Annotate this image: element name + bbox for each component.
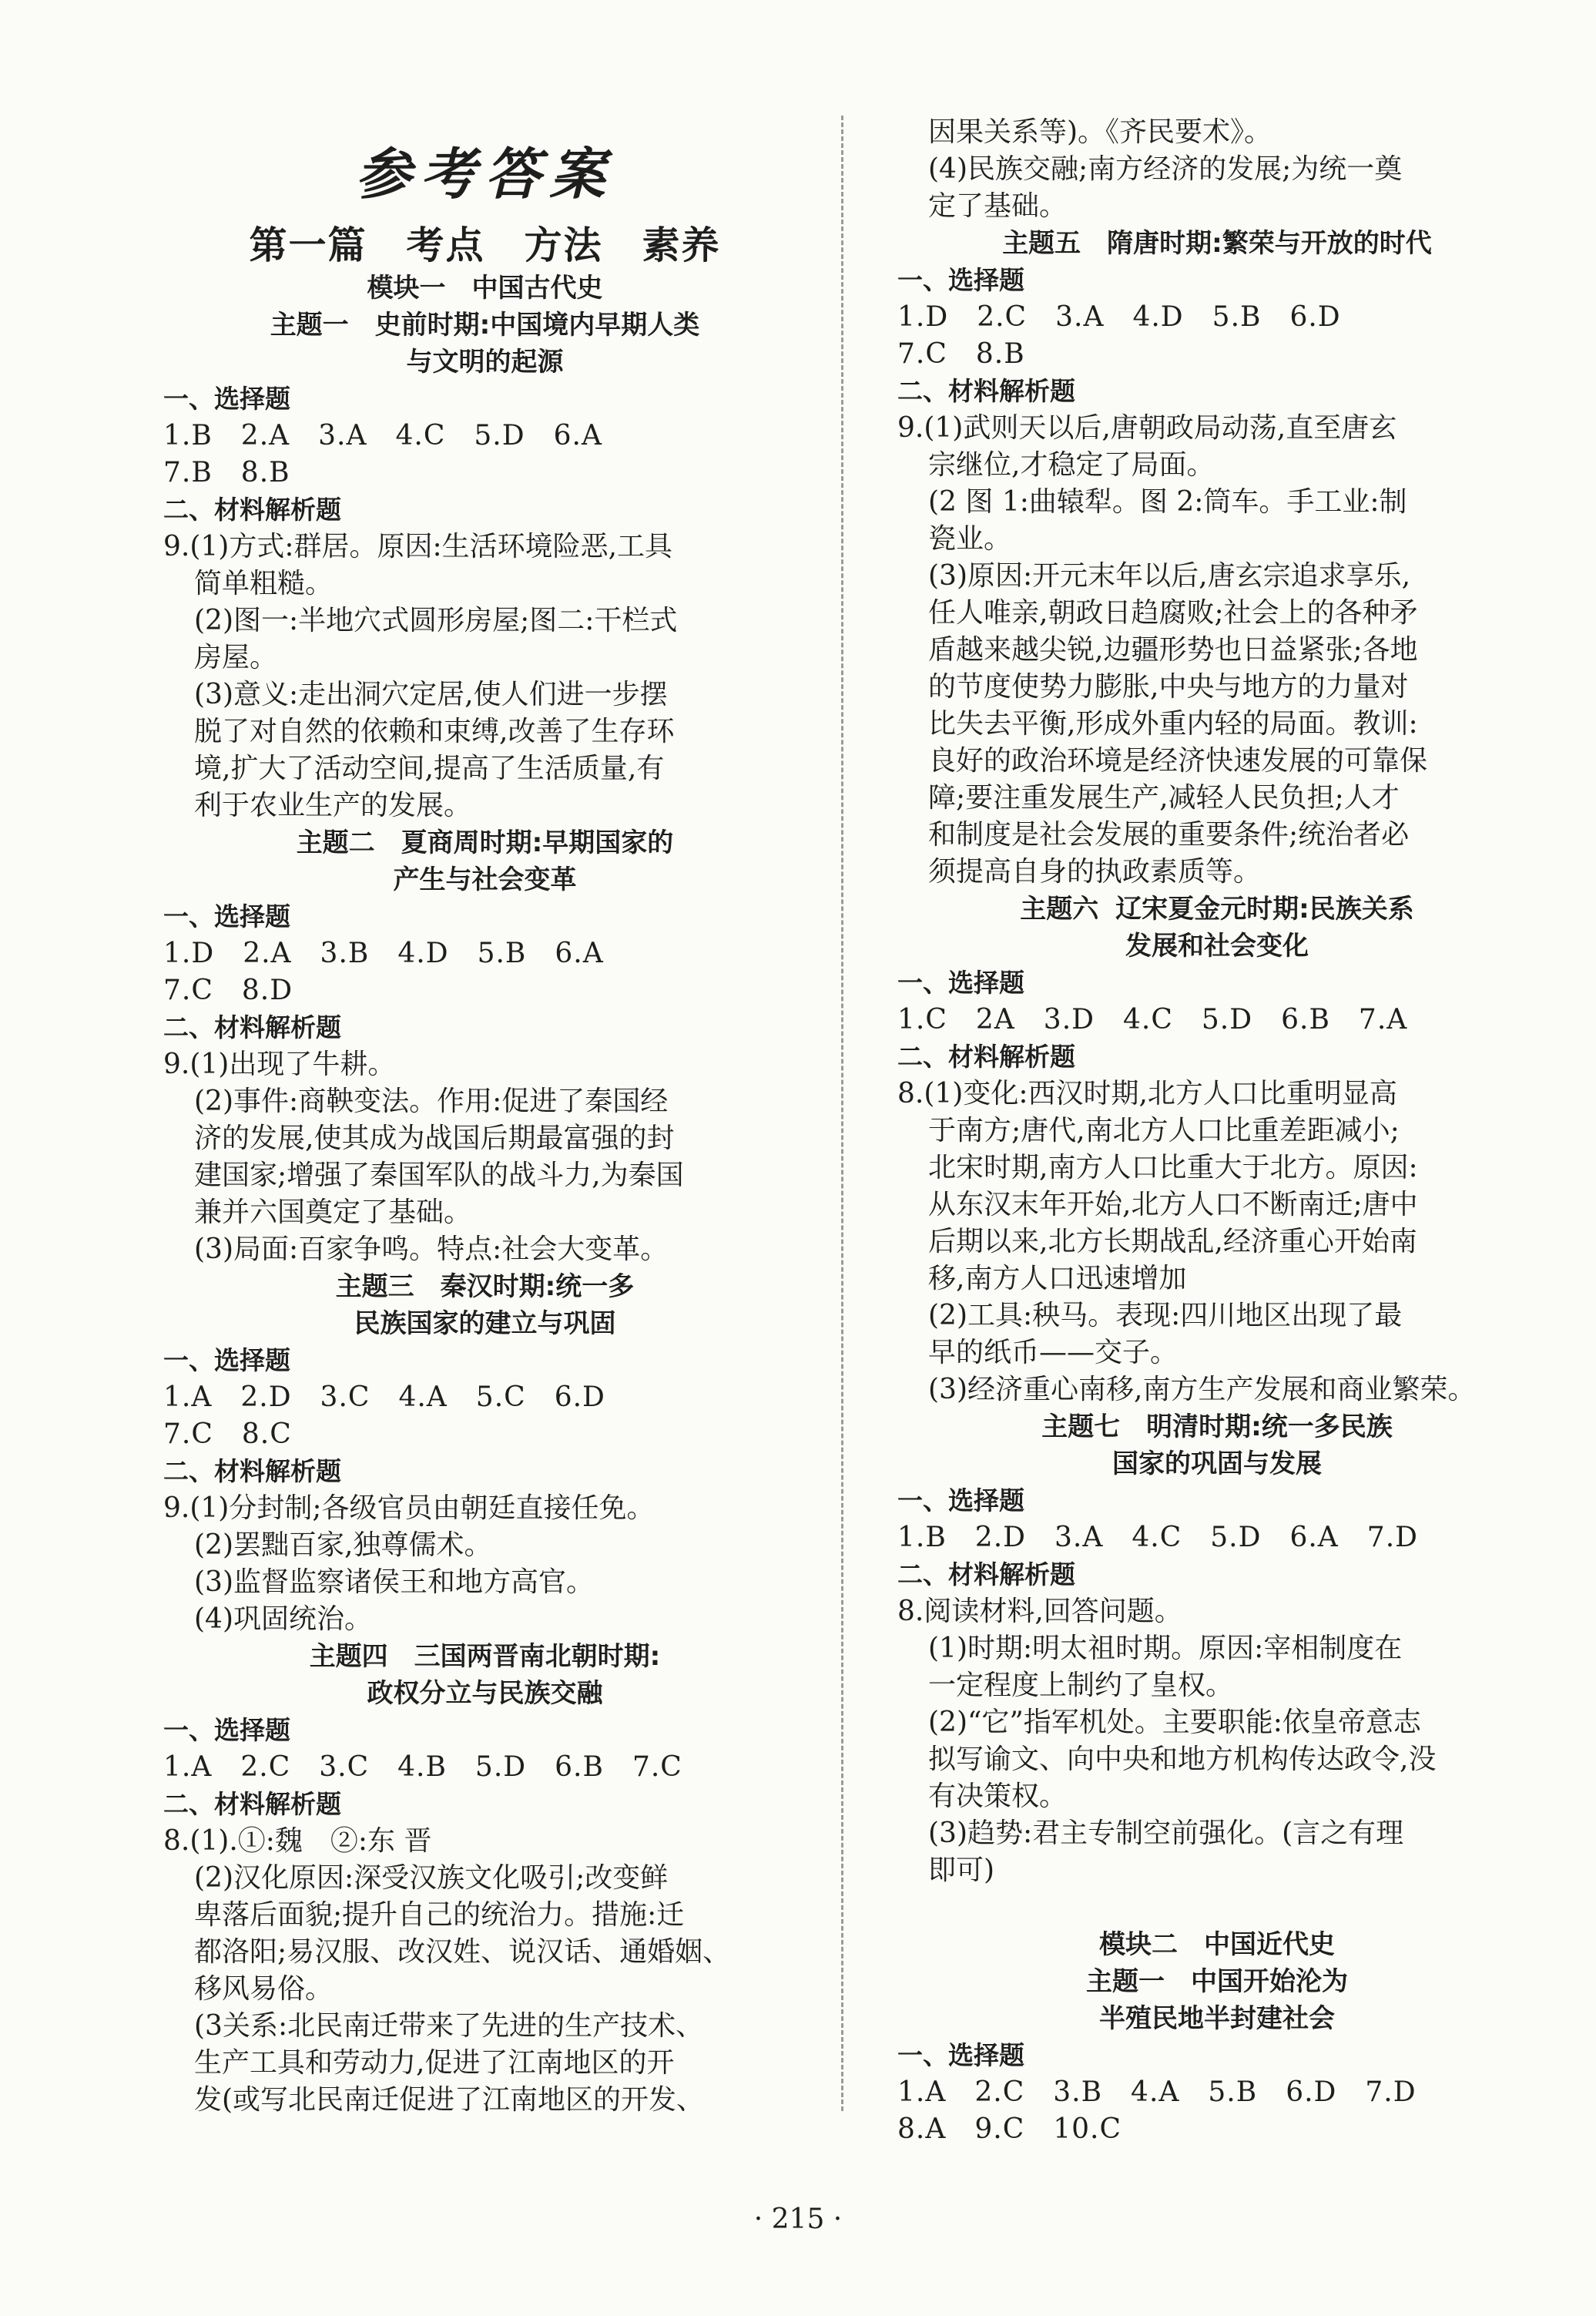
text-line: 于南方;唐代,南北方人口比重差距减小; bbox=[928, 1115, 1400, 1146]
text-line: 建国家;增强了秦国军队的战斗力,为秦国 bbox=[194, 1160, 684, 1191]
answer-key-line: 7.C 8.C bbox=[163, 1418, 292, 1450]
section-heading: 模块二 中国近代史 bbox=[1099, 1929, 1335, 1960]
text-line: (2)罢黜百家,独尊儒术。 bbox=[194, 1529, 492, 1561]
text-line: (2)“它”指军机处。主要职能:依皇帝意志 bbox=[928, 1707, 1421, 1738]
section-heading: 主题五 隋唐时期:繁荣与开放的时代 bbox=[1002, 228, 1432, 259]
text-line: 济的发展,使其成为战国后期最富强的封 bbox=[194, 1123, 675, 1154]
answer-key-line: 1.A 2.C 3.B 4.A 5.B 6.D 7.D bbox=[897, 2076, 1417, 2108]
text-line: (1)时期:明太祖时期。原因:宰相制度在 bbox=[928, 1633, 1403, 1664]
text-line: (3)监督监察诸侯王和地方高官。 bbox=[194, 1566, 594, 1598]
text-line: 从东汉末年开始,北方人口不断南迁;唐中 bbox=[928, 1189, 1418, 1220]
text-line: 定了基础。 bbox=[928, 190, 1068, 222]
answer-key-line: 7.C 8.B bbox=[897, 338, 1025, 370]
section-heading: 政权分立与民族交融 bbox=[367, 1678, 603, 1709]
text-line: (3)原因:开元末年以后,唐玄宗追求享乐, bbox=[928, 560, 1411, 592]
text-line: (3)经济重心南移,南方生产发展和商业繁荣。 bbox=[928, 1374, 1476, 1405]
answer-key-line: 1.A 2.D 3.C 4.A 5.C 6.D bbox=[163, 1381, 605, 1413]
section-heading: 产生与社会变革 bbox=[393, 864, 577, 895]
text-line: 须提高自身的执政素质等。 bbox=[928, 856, 1262, 888]
answer-key-line: 1.D 2.A 3.B 4.D 5.B 6.A bbox=[163, 938, 604, 969]
text-line: 即可) bbox=[928, 1854, 995, 1886]
part-title: 第一篇 考点 方法 素养 bbox=[249, 223, 721, 267]
question-type-heading: 二、材料解析题 bbox=[163, 1456, 341, 1486]
question-type-heading: 一、选择题 bbox=[163, 1715, 290, 1745]
text-line: 拟写谕文、向中央和地方机构传达政令,没 bbox=[928, 1744, 1437, 1775]
section-heading: 主题七 明清时期:统一多民族 bbox=[1041, 1411, 1393, 1442]
text-line: (3)趋势:君主专制空前强化。(言之有理 bbox=[928, 1818, 1404, 1849]
section-heading: 民族国家的建立与巩固 bbox=[354, 1308, 616, 1339]
text-line: 有决策权。 bbox=[928, 1781, 1068, 1812]
question-type-heading: 一、选择题 bbox=[163, 1345, 290, 1375]
question-type-heading: 二、材料解析题 bbox=[163, 1789, 341, 1819]
text-line: (4)民族交融;南方经济的发展;为统一奠 bbox=[928, 153, 1403, 185]
text-line: (2)工具:秧马。表现:四川地区出现了最 bbox=[928, 1300, 1403, 1331]
text-line: 移风易俗。 bbox=[194, 1973, 334, 2005]
question-type-heading: 一、选择题 bbox=[163, 901, 290, 931]
text-line: 兼并六国奠定了基础。 bbox=[194, 1197, 472, 1228]
text-line: (2)汉化原因:深受汉族文化吸引;改变鲜 bbox=[194, 1862, 669, 1894]
answer-key-line: 1.A 2.C 3.C 4.B 5.D 6.B 7.C bbox=[163, 1751, 682, 1783]
answer-key-line: 1.B 2.A 3.A 4.C 5.D 6.A bbox=[163, 420, 602, 451]
text-line: 移,南方人口迅速增加 bbox=[928, 1263, 1187, 1294]
answer-key-line: 1.B 2.D 3.A 4.C 5.D 6.A 7.D bbox=[897, 1522, 1419, 1553]
text-line: 房屋。 bbox=[194, 642, 278, 673]
section-heading: 半殖民地半封建社会 bbox=[1099, 2003, 1335, 2034]
section-heading: 主题一 中国开始沦为 bbox=[1086, 1966, 1348, 1997]
text-line: 8.阅读材料,回答问题。 bbox=[897, 1596, 1182, 1627]
text-line: 任人唯亲,朝政日趋腐败;社会上的各种矛 bbox=[928, 597, 1418, 629]
text-line: 9.(1)分封制;各级官员由朝廷直接任免。 bbox=[163, 1492, 655, 1524]
question-type-heading: 一、选择题 bbox=[897, 968, 1024, 998]
text-line: 9.(1)武则天以后,唐朝政局动荡,直至唐玄 bbox=[897, 412, 1397, 444]
text-line: 早的纸币——交子。 bbox=[928, 1337, 1179, 1368]
text-line: (2 图 1:曲辕犁。图 2:筒车。手工业:制 bbox=[928, 486, 1407, 518]
text-line: 北宋时期,南方人口比重大于北方。原因: bbox=[928, 1152, 1418, 1183]
page-number: · 215 · bbox=[753, 2204, 843, 2235]
question-type-heading: 二、材料解析题 bbox=[163, 495, 341, 525]
text-line bbox=[897, 1889, 1537, 1926]
question-type-heading: 二、材料解析题 bbox=[897, 1559, 1075, 1589]
answer-key-line: 1.D 2.C 3.A 4.D 5.B 6.D bbox=[897, 301, 1341, 333]
text-line: 生产工具和劳动力,促进了江南地区的开 bbox=[194, 2047, 675, 2079]
section-heading: 与文明的起源 bbox=[406, 347, 564, 378]
section-heading: 模块一 中国古代史 bbox=[367, 273, 603, 304]
section-heading: 主题二 夏商周时期:早期国家的 bbox=[296, 827, 674, 858]
question-type-heading: 一、选择题 bbox=[897, 265, 1024, 295]
text-line: 简单粗糙。 bbox=[194, 568, 334, 599]
text-line: 9.(1)出现了牛耕。 bbox=[163, 1049, 396, 1080]
text-line: (4)巩固统治。 bbox=[194, 1603, 372, 1635]
text-line: 境,扩大了活动空间,提高了生活质量,有 bbox=[194, 753, 665, 784]
text-line: 8.(1)变化:西汉时期,北方人口比重明显高 bbox=[897, 1078, 1397, 1109]
section-heading: 主题六 辽宋夏金元时期:民族关系 bbox=[1020, 894, 1414, 925]
text-line: 的节度使势力膨胀,中央与地方的力量对 bbox=[928, 671, 1409, 703]
text-line: 发(或写北民南迁促进了江南地区的开发、 bbox=[194, 2084, 705, 2116]
text-line: 9.(1)方式:群居。原因:生活环境险恶,工具 bbox=[163, 531, 673, 562]
answer-key-line: 7.B 8.B bbox=[163, 457, 290, 488]
column-divider bbox=[841, 116, 843, 2111]
text-line: 良好的政治环境是经济快速发展的可靠保 bbox=[928, 745, 1428, 777]
text-line: (2)图一:半地穴式圆形房屋;图二:干栏式 bbox=[194, 605, 678, 636]
question-type-heading: 一、选择题 bbox=[163, 384, 290, 414]
answer-key-line: 1.C 2A 3.D 4.C 5.D 6.B 7.A bbox=[897, 1004, 1408, 1035]
question-type-heading: 一、选择题 bbox=[897, 1485, 1024, 1515]
section-heading: 国家的巩固与发展 bbox=[1112, 1448, 1322, 1479]
answer-key-line: 8.A 9.C 10.C bbox=[897, 2113, 1122, 2145]
text-line: (2)事件:商鞅变法。作用:促进了秦国经 bbox=[194, 1086, 669, 1117]
text-line: (3关系:北民南迁带来了先进的生产技术、 bbox=[194, 2010, 704, 2042]
question-type-heading: 二、材料解析题 bbox=[163, 1012, 341, 1042]
page-title: 参考答案 bbox=[355, 141, 615, 206]
section-heading: 发展和社会变化 bbox=[1125, 931, 1309, 962]
answer-key-line: 7.C 8.D bbox=[163, 975, 293, 1006]
section-heading: 主题四 三国两晋南北朝时期: bbox=[309, 1641, 661, 1672]
text-line: 都洛阳;易汉服、改汉姓、说汉话、通婚姻、 bbox=[194, 1936, 731, 1968]
text-line: (3)意义:走出洞穴定居,使人们进一步摆 bbox=[194, 679, 668, 710]
text-line: (3)局面:百家争鸣。特点:社会大变革。 bbox=[194, 1234, 669, 1265]
section-heading: 主题三 秦汉时期:统一多 bbox=[335, 1271, 635, 1302]
right-text-flow bbox=[897, 114, 1537, 2148]
text-line: 脱了对自然的依赖和束缚,改善了生存环 bbox=[194, 716, 675, 747]
question-type-heading: 二、材料解析题 bbox=[897, 1042, 1075, 1072]
question-type-heading: 二、材料解析题 bbox=[897, 376, 1075, 406]
text-line: 卑落后面貌;提升自己的统治力。措施:迁 bbox=[194, 1899, 685, 1931]
text-line: 宗继位,才稳定了局面。 bbox=[928, 449, 1215, 481]
text-line: 盾越来越尖锐,边疆形势也日益紧张;各地 bbox=[928, 634, 1418, 666]
text-line: 8.(1).①:魏 ②:东 晋 bbox=[163, 1825, 432, 1857]
text-line: 一定程度上制约了皇权。 bbox=[928, 1670, 1234, 1701]
question-type-heading: 一、选择题 bbox=[897, 2040, 1024, 2070]
text-line: 和制度是社会发展的重要条件;统治者必 bbox=[928, 819, 1410, 851]
text-line: 障;要注重发展生产,减轻人民负担;人才 bbox=[928, 782, 1400, 814]
left-text-flow bbox=[163, 270, 806, 2119]
text-line: 比失去平衡,形成外重内轻的局面。教训: bbox=[928, 708, 1418, 740]
text-line: 利于农业生产的发展。 bbox=[194, 790, 472, 821]
section-heading: 主题一 史前时期:中国境内早期人类 bbox=[270, 310, 700, 341]
text-line: 瓷业。 bbox=[928, 523, 1012, 555]
text-line: 后期以来,北方长期战乱,经济重心开始南 bbox=[928, 1226, 1417, 1257]
text-line: 因果关系等)。《齐民要术》。 bbox=[928, 116, 1272, 148]
